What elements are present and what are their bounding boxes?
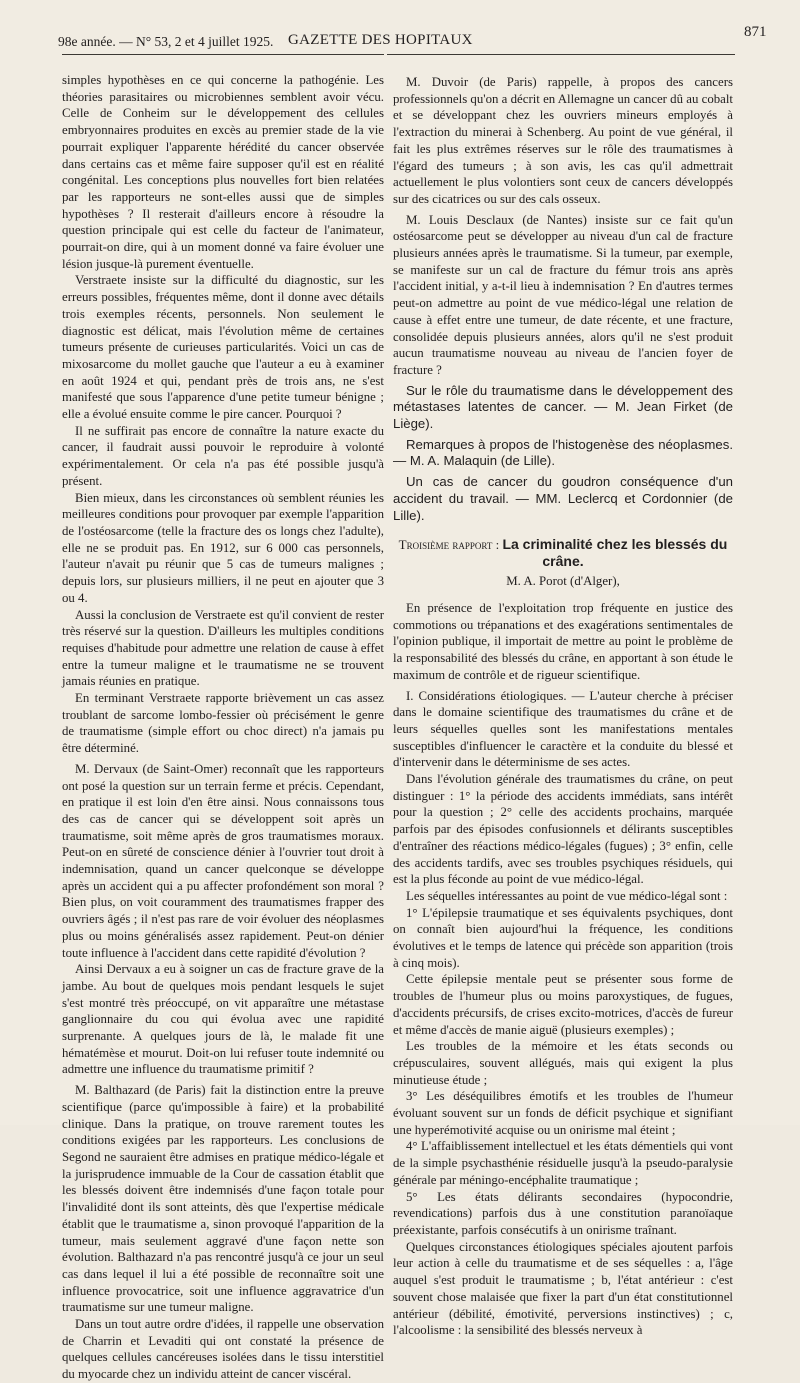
heading-leclercq: Un cas de cancer du goudron conséquence d'un accident du travail. — MM. Leclercq et Cordonnier (de Lille). xyxy=(393,474,733,523)
journal-title: GAZETTE DES HOPITAUX xyxy=(288,32,473,48)
right-column xyxy=(393,74,733,1339)
paragraph-evolution: Dans l'évolution générale des traumatismes du crâne, on peut distinguer : 1° la période des accidents immédiats, sans intérêt pour la question ; 2° celle des accidents prochains, marquée parfois par des épisodes confusionnels et délirants susceptibles d'entraîner des réactions médico-légales (fugues) ; 3° enfin, celle des accidents tardifs, avec ses troubles psychiques résiduels, qui est la plus féconde au point de vue médico-légal. xyxy=(393,772,733,887)
left-column xyxy=(62,72,384,1383)
paragraph-epilepsie: 1° L'épilepsie traumatique et ses équivalents psychiques, dont on connaît bien aujourd'hui la fréquence, les conditions évolutives et le temps de latence qui précède son apparition (trois à cinq mois). xyxy=(393,905,733,970)
paragraph-reproduction: Il ne suffirait pas encore de connaître la nature exacte du cancer, il faudrait aussi pouvoir le reproduire à volonté expérimentalement. Or cela n'a pas été possible jusqu'à présent. xyxy=(62,423,384,488)
paragraph-sarcome: En terminant Verstraete rapporte brièvement un cas assez troublant de sarcome lombo-fessier où précisément le genre de traumatisme (simple effort ou choc direct) n'a jamais pu être déterminé. xyxy=(62,691,384,756)
header-rule-right xyxy=(387,54,735,55)
paragraph-verstraete-diagnostic: Verstraete insiste sur la difficulté du diagnostic, sur les erreurs possibles, fréquentes même, dont il donne avec détails trois exemples récents, personnels. Non seulement le diagnostic est délicat, mais l'évolution même de certaines tumeurs présente de curieuses particularités. Voici un cas de mixosarcome du mollet gauche que l'auteur a eu à examiner en août 1924 et qui, pendant près de trois ans, ne s'est manifesté que sous l'apparence d'une petite tumeur bénigne ; elle a évolué ensuite comme le pire cancer. Pourquoi ? xyxy=(62,273,384,422)
paragraph-duvoir: M. Duvoir (de Paris) rappelle, à propos des cancers professionnels qu'on a décrit en Allemagne un cancer dû au cobalt et se développant chez les ouvriers mineurs employés à l'extraction du minerai à Schenberg. Au point de vue général, il fait les plus extrêmes réserves sur le rôle des traumatismes à l'égard des tumeurs ; à son avis, les cas qu'il admettrait actuellement le plus volontiers sont ceux de cancers développés sur des cicatrices ou sur des cals osseux. xyxy=(393,75,733,206)
paragraph-sequelles: Les séquelles intéressantes au point de vue médico-légal sont : xyxy=(406,888,728,903)
rapport-heading xyxy=(393,536,733,570)
paragraph-dervaux: M. Dervaux (de Saint-Omer) reconnaît que les rapporteurs ont posé la question sur un terrain ferme et précis. Cependant, en pratique il est loin d'en être ainsi. Nous connaissons tous des cas de cancer qui se développent soit après un traumatisme, soit même après de gros traumatismes moraux. Peut-on en sûreté de conscience dénier à l'ouvrier tout droit à indemnisation, quand un cancer quelconque se développe après un accident qui a pu affecter profondément son moral ? Bien plus, on voit couramment des traumatismes frapper des ouvriers âgés ; il n'est pas rare de voir évoluer des néoplasmes plus ou moins généralisés assez rapidement. Peut-on dénier toute influence à l'accident dans cette rapidité d'évolution ? xyxy=(62,761,384,960)
heading-firket: Sur le rôle du traumatisme dans le développement des métastases latentes de cancer. — M. Jean Firket (de Liège). xyxy=(393,382,733,432)
paragraph-osteosarcome: Bien mieux, dans les circonstances où semblent réunies les meilleures conditions pour provoquer par exemple l'apparition de l'ostéosarcome (telle la fracture des os longs chez l'adulte), elle ne se produit pas. En 1912, sur 6 000 cas personnels, l'auteur n'avait pu réunir que 5 cas de tumeurs malignes ; depuis lors, sur plusieurs milliers, il ne peut en ajouter que 3 ou 4. xyxy=(62,490,384,605)
rapport-title: La criminalité chez les blessés du crâne. xyxy=(502,536,728,570)
issue-line: 98e année. — N° 53, 2 et 4 juillet 1925. xyxy=(58,34,274,49)
paragraph-circonstances: Quelques circonstances étiologiques spéciales ajoutent parfois leur action à celle du traumatisme et de ses séquelles : a, l'âge auquel s'est produit le traumatisme ; b, l'état antérieur : c'est souvent chose malaisée que fixer la part d'un état constitutionnel antérieur (débilité, émotivité, perversions instinctives) ; c, l'alcoolisme : la sensibilité des blessés nerveux à xyxy=(393,1239,733,1338)
paragraph-affaiblissement: 4° L'affaiblissement intellectuel et les états démentiels qui vont de la simple psychasthénie résiduelle jusqu'à la pseudo-paralysie générale par méningo-encéphalite traumatique ; xyxy=(393,1139,733,1187)
paragraph-balthazard: M. Balthazard (de Paris) fait la distinction entre la preuve scientifique (parce qu'impossible à faire) et la probabilité clinique. Dans la pratique, on trouve rarement toutes les conditions exigées par les rapporteurs. Les conclusions de Segond ne sauraient être admises en pratique médico-légale et la jurisprudence immuable de la Cour de cassation établit que les blessés doivent être indemnisés d'une façon totale pour l'invalidité dont ils sont atteints, dès que l'expertise médicale établit que le traumatisme a, sinon provoqué l'apparition de la tumeur, mais seulement aggravé d'une façon nette son évolution. Balthazard n'a pas rencontré jusqu'à ce jour un seul cas dans lequel il lui a été possible de reconnaître soit une influence provocatrice, soit une influence aggravatrice d'un traumatisme sur une tumeur maligne. xyxy=(62,1083,384,1315)
paragraph-charrin: Dans un tout autre ordre d'idées, il rappelle une observation de Charrin et Levaditi qui ont constaté la présence de quelques cellules cancéreuses isolées dans le tissu interstitiel du myocarde chez un individu atteint de cancer viscéral. xyxy=(62,1317,384,1382)
heading-malaquin: Remarques à propos de l'histogenèse des néoplasmes. — M. A. Malaquin (de Lille). xyxy=(393,436,733,469)
paragraph-memoire: Les troubles de la mémoire et les états seconds ou crépusculaires, souvent allégués, mais qui exigent la plus minutieuse étude ; xyxy=(393,1039,733,1087)
paragraph-epilepsie-mentale: Cette épilepsie mentale peut se présenter sous forme de troubles de l'humeur plus ou moins paroxystiques, de fugues, d'accidents précursifs, de crises excito-motrices, d'accès de fureur et même d'accès de manie aiguë (plusieurs exemples) ; xyxy=(393,972,733,1037)
page-number: 871 xyxy=(744,24,767,40)
paragraph-considerations: I. Considérations étiologiques. — L'auteur cherche à préciser dans le domaine scientifique des traumatismes du crâne et de leurs séquelles quelles sont les manifestations mentales susceptibles d'influencer le caractère et la conduite du blessé et d'intervenir dans le déterminisme de ses actes. xyxy=(393,688,733,770)
rapport-label: Troisième rapport : xyxy=(398,537,500,553)
paragraph-pathogenie: simples hypothèses en ce qui concerne la pathogénie. Les théories parasitaires ou microbiennes semblent avoir vécu. Celle de Conheim sur le développement des cellules embryonnaires produites en excès au premier stade de la vie pourrait expliquer l'apparente hérédité du cancer observée dans certains cas et même faire supposer qu'il est en réalité congénital. Les conceptions plus nouvelles fort bien relatées par les rapporteurs ne sont-elles aussi que de simples hypothèses ? Il resterait d'ailleurs encore à résoudre la question principale qui est celle du facteur de l'animateur, pourrait-on dire, qui à un moment donné va faire évoluer une lésion jusque-là purement éventuelle. xyxy=(62,73,384,271)
paragraph-dervaux-case: Ainsi Dervaux a eu à soigner un cas de fracture grave de la jambe. Au bout de quelques mois pendant lesquels le sujet s'est montré très préoccupé, on vit apparaître une métastase ganglionnaire du cou qui évolua avec une rapidité surprenante. A quelques jours de là, le malade fit une hématémèse et mourut. Doit-on lui refuser toute indemnité ou admettre une influence du traumatisme primitif ? xyxy=(62,962,384,1077)
paragraph-desclaux: M. Louis Desclaux (de Nantes) insiste sur ce fait qu'un ostéosarcome peut se développer au niveau d'un cal de fracture plusieurs années après le traumatisme. Si la tumeur, par exemple, se manifeste sur un cal de fracture du fémur trois ans après l'accident initial, y a-t-il lieu à indemnisation ? En d'autres termes peut-on admettre au point de vue médico-légal une relation de cause à effet entre une tumeur, de date récente, et une fracture, consolidée depuis plusieurs années, alors qu'il ne s'est produit aucun traumatisme nouveau au niveau de l'ancien foyer de fracture ? xyxy=(393,212,733,377)
paragraph-delirants: 5° Les états délirants secondaires (hypocondrie, revendications) parfois dus à une constitution paranoïaque préexistante, parfois consécutifs à un onirisme traînant. xyxy=(393,1189,733,1237)
paragraph-desequilibres: 3° Les déséquilibres émotifs et les troubles de l'humeur évoluant souvent sur un fonds de déficit psychique et signifiant une hyperémotivité acquise ou un onirisme mal éteint ; xyxy=(393,1089,733,1137)
paragraph-conclusion: Aussi la conclusion de Verstraete est qu'il convient de rester très réservé sur la question. D'ailleurs les multiples conditions requises d'habitude pour admettre une relation de cause à effet entre la tumeur maligne et le traumatisme ne se trouvent jamais réunies en pratique. xyxy=(62,607,384,689)
header-rule-left xyxy=(62,54,384,55)
paragraph-intro: En présence de l'exploitation trop fréquente en justice des commotions ou trépanations et des exagérations sentimentales de l'opinion publique, il importait de mettre au point le problème de la responsabilité des blessés du crâne, en apportant à son étude le maximum de contrôle et de rigueur scientifique. xyxy=(393,600,733,682)
rapport-author: M. A. Porot (d'Alger), xyxy=(506,574,620,589)
